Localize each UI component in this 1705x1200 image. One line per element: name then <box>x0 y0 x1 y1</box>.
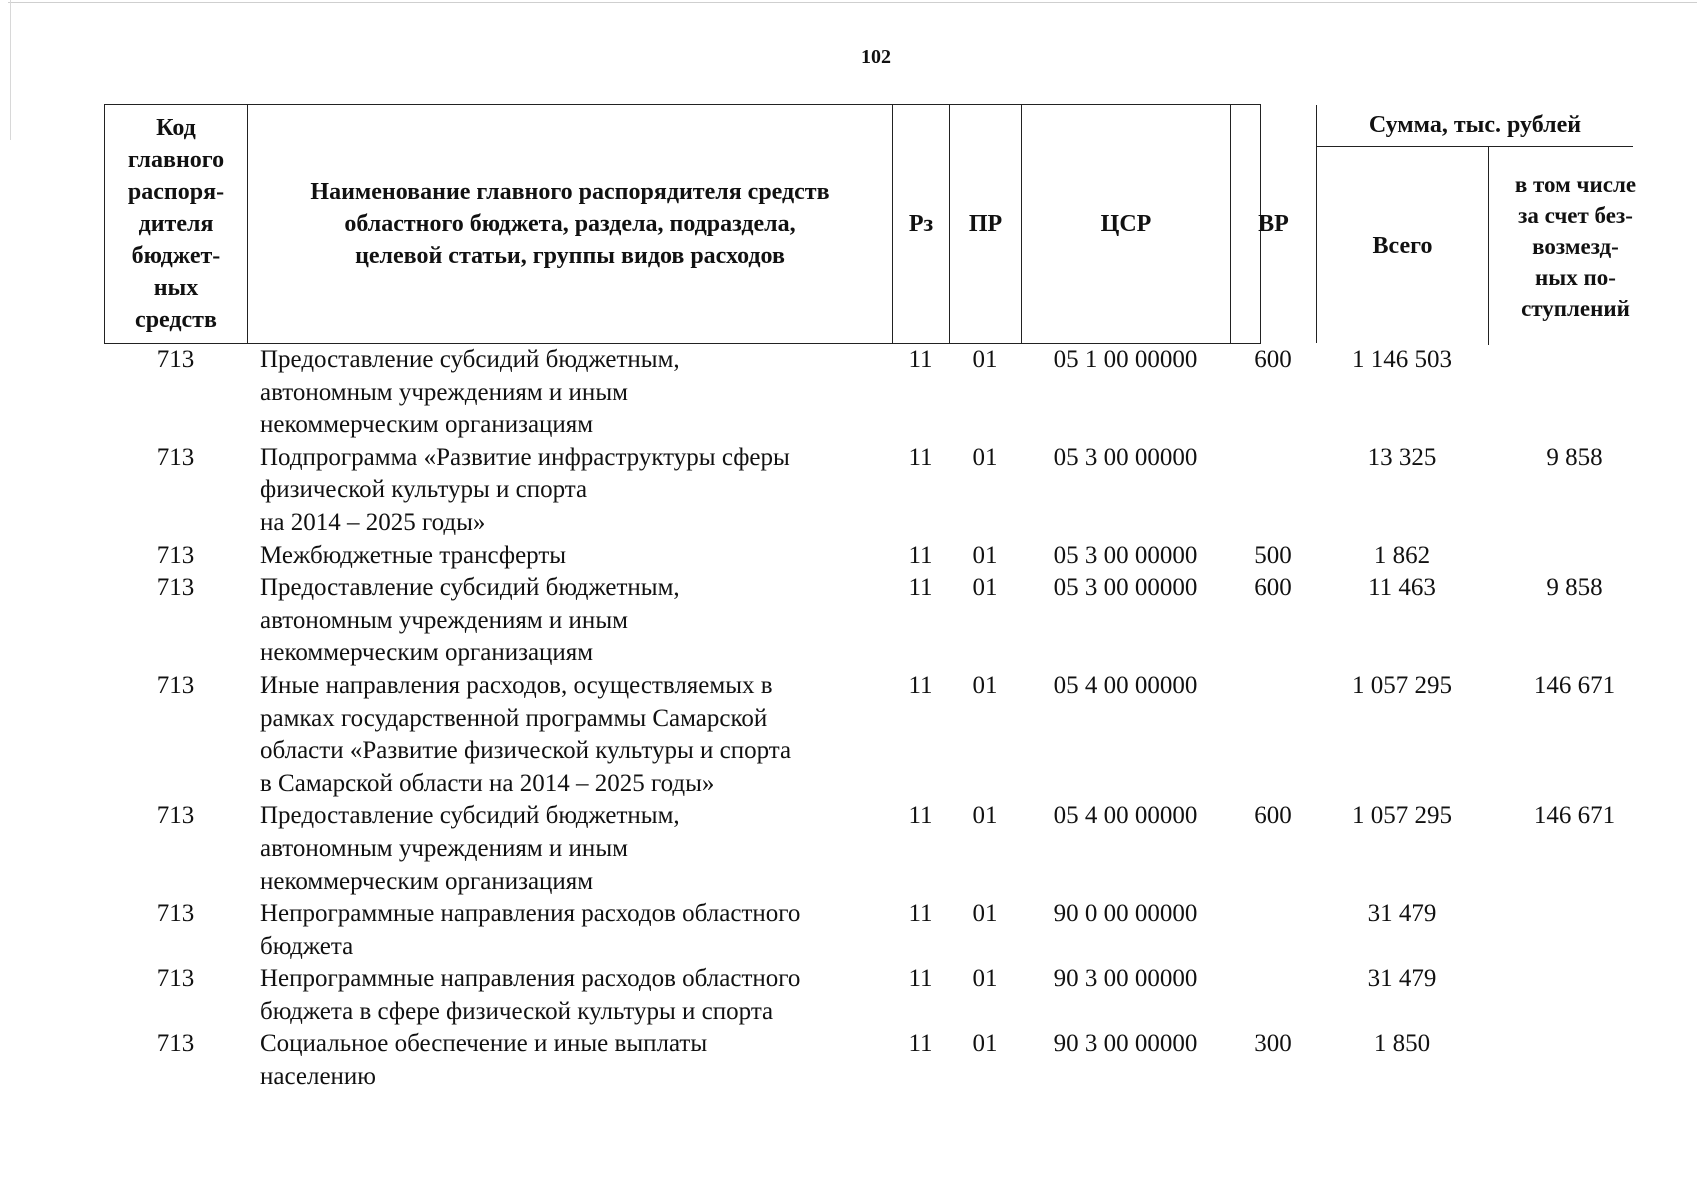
cell-pr: 01 <box>972 900 998 928</box>
cell-vtom: 146 671 <box>1533 802 1616 830</box>
table-row <box>104 442 1603 540</box>
cell-rz: 11 <box>908 443 933 471</box>
table-row <box>104 800 1616 898</box>
cell-vtom: 146 671 <box>1533 671 1616 699</box>
cell-kod: 713 <box>156 802 195 830</box>
cell-kod: 713 <box>156 443 195 471</box>
cell-vsego: 31 479 <box>1367 900 1437 928</box>
cell-csr: 05 3 00 00000 <box>1053 574 1198 602</box>
cell-vsego: 11 463 <box>1368 574 1436 602</box>
name-line: автономным учреждениям и иным <box>260 834 628 862</box>
table-header <box>104 104 1637 344</box>
name-line: Непрограммные направления расходов областного <box>260 900 801 928</box>
cell-rz: 11 <box>908 965 933 993</box>
cell-kod: 713 <box>156 541 195 569</box>
cell-rz: 11 <box>908 346 933 373</box>
cell-vtom: 9 858 <box>1546 443 1603 471</box>
table-row <box>104 344 1452 442</box>
scan-edge-left <box>10 0 11 140</box>
header-pr: ПР <box>950 105 1022 343</box>
header-sum-title: Сумма, тыс. рублей <box>1317 105 1633 147</box>
header-csr: ЦСР <box>1022 105 1231 343</box>
scan-edge-top <box>8 2 1697 3</box>
cell-pr: 01 <box>972 671 998 699</box>
cell-rz: 11 <box>908 541 933 569</box>
cell-csr: 05 3 00 00000 <box>1053 541 1198 569</box>
name-line: бюджета в сфере физической культуры и спорта <box>260 997 774 1025</box>
cell-rz: 11 <box>908 671 933 699</box>
cell-vsego: 1 850 <box>1373 1030 1431 1058</box>
name-line: населению <box>260 1063 376 1091</box>
cell-pr: 01 <box>972 574 998 602</box>
cell-name <box>260 344 892 442</box>
cell-csr: 90 3 00 00000 <box>1053 965 1198 993</box>
name-line: бюджета <box>260 932 354 960</box>
table-row <box>104 963 1437 1028</box>
cell-rz: 11 <box>908 802 933 830</box>
name-line: Межбюджетные трансферты <box>260 541 567 569</box>
name-line: рамках государственной программы Самарской <box>260 704 768 732</box>
name-line: автономным учреждениям и иным <box>260 606 628 634</box>
table-row <box>104 898 1437 963</box>
cell-vr: 600 <box>1254 574 1292 602</box>
cell-vr: 300 <box>1254 1030 1292 1058</box>
cell-pr: 01 <box>972 541 998 569</box>
cell-pr: 01 <box>972 965 998 993</box>
table-row <box>104 670 1616 800</box>
cell-kod: 713 <box>156 965 195 993</box>
header-rz: Рз <box>893 105 950 343</box>
name-line: некоммерческим организациям <box>260 639 594 667</box>
cell-csr: 05 4 00 00000 <box>1053 671 1198 699</box>
table-row <box>104 1028 1431 1093</box>
name-line: Подпрограмма «Развитие инфраструктуры сферы <box>260 443 790 471</box>
name-line: Социальное обеспечение и иные выплаты <box>260 1030 708 1058</box>
cell-vsego: 1 146 503 <box>1352 346 1452 373</box>
cell-name <box>260 963 892 1028</box>
cell-kod: 713 <box>156 574 195 602</box>
name-line: на 2014 – 2025 годы» <box>260 508 486 536</box>
cell-vr: 500 <box>1254 541 1292 569</box>
cell-vsego: 1 057 295 <box>1352 671 1452 699</box>
name-line: Предоставление субсидий бюджетным, <box>260 802 680 830</box>
cell-rz: 11 <box>908 574 933 602</box>
cell-vr: 600 <box>1254 346 1292 373</box>
cell-vsego: 1 862 <box>1373 541 1431 569</box>
cell-kod: 713 <box>156 1030 195 1058</box>
name-line: автономным учреждениям и иным <box>260 378 628 406</box>
cell-name <box>260 670 892 800</box>
cell-rz: 11 <box>908 1030 933 1058</box>
header-v-tom-chisle: в том числе за счет без- возмезд- ных по- ступлений <box>1514 171 1637 321</box>
cell-vsego: 1 057 295 <box>1352 802 1452 830</box>
name-line: Иные направления расходов, осуществляемых в <box>260 671 773 699</box>
name-line: Непрограммные направления расходов областного <box>260 965 801 993</box>
cell-pr: 01 <box>972 443 998 471</box>
cell-csr: 90 0 00 00000 <box>1053 900 1198 928</box>
cell-csr: 05 3 00 00000 <box>1053 443 1198 471</box>
name-line: физической культуры и спорта <box>260 476 588 504</box>
header-vsego: Всего <box>1317 147 1489 345</box>
name-line: области «Развитие физической культуры и спорта <box>260 737 792 765</box>
cell-csr: 05 1 00 00000 <box>1053 346 1198 373</box>
name-line: Предоставление субсидий бюджетным, <box>260 574 680 602</box>
cell-name <box>260 540 892 573</box>
header-vr: ВР <box>1231 105 1317 343</box>
cell-vr: 600 <box>1254 802 1292 830</box>
cell-vtom: 9 858 <box>1546 574 1603 602</box>
name-line: некоммерческим организациям <box>260 867 594 895</box>
cell-kod: 713 <box>156 671 195 699</box>
cell-name <box>260 572 892 670</box>
cell-rz: 11 <box>908 900 933 928</box>
cell-pr: 01 <box>972 1030 998 1058</box>
cell-name <box>260 800 892 898</box>
name-line: некоммерческим организациям <box>260 411 594 439</box>
table-row <box>104 540 1431 573</box>
name-line: в Самарской области на 2014 – 2025 годы» <box>260 769 715 797</box>
header-name: Наименование главного распорядителя средств областного бюджета, раздела, подраздела, целевой статьи, группы видов расходов <box>248 105 893 343</box>
cell-kod: 713 <box>156 900 195 928</box>
cell-name <box>260 898 892 963</box>
cell-vsego: 13 325 <box>1367 443 1437 471</box>
cell-kod: 713 <box>156 346 195 373</box>
cell-csr: 05 4 00 00000 <box>1053 802 1198 830</box>
cell-pr: 01 <box>972 346 998 373</box>
table-row <box>104 572 1603 670</box>
cell-name <box>260 442 892 540</box>
header-kod: Код главного распоря- дителя бюджет- ных средств <box>105 105 248 343</box>
page-number: 102 <box>861 46 891 68</box>
cell-pr: 01 <box>972 802 998 830</box>
cell-vsego: 31 479 <box>1367 965 1437 993</box>
table-body <box>104 344 1616 1094</box>
cell-name <box>260 1028 892 1093</box>
name-line: Предоставление субсидий бюджетным, <box>260 346 680 373</box>
cell-csr: 90 3 00 00000 <box>1053 1030 1198 1058</box>
